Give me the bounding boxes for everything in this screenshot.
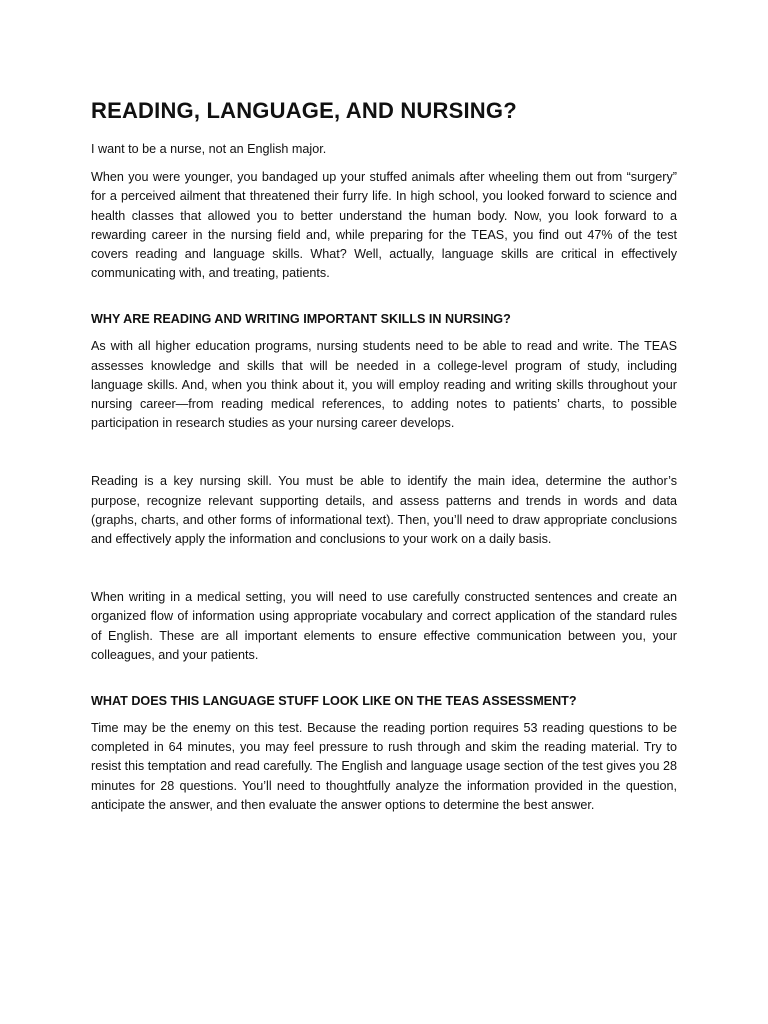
section-heading-teas: WHAT DOES THIS LANGUAGE STUFF LOOK LIKE ON THE TEAS ASSESSMENT? <box>91 694 577 709</box>
document-page <box>91 98 677 823</box>
paragraph-writing-skill: When writing in a medical setting, you will need to use carefully constructed sentences and create an organized flow of information using appropriate vocabulary and correct application of the standard rules of English. These are all important elements to ensure effective communication between you, your colleagues, and your patients. <box>91 590 677 662</box>
intro-paragraph: I want to be a nurse, not an English major. <box>91 142 327 156</box>
document-title: READING, LANGUAGE, AND NURSING? <box>91 98 517 123</box>
spacer <box>91 673 677 692</box>
spacer <box>91 557 677 588</box>
paragraph-reading-skill: Reading is a key nursing skill. You must be able to identify the main idea, determine the author’s purpose, recognize relevant supporting details, and assess patterns and trends in words and data (graphs, charts, and other forms of informational text). Then, you’ll need to draw appropriate conclusions and effectively apply the information and conclusions to your work on a daily basis. <box>91 474 677 547</box>
spacer <box>91 441 677 472</box>
paragraph-higher-education: As with all higher education programs, nursing students need to be able to read and write. The TEAS assesses knowledge and skills that will be needed in a college-level program of study, including language skills. And, when you think about it, you will employ reading and writing skills throughout your nursing career—from reading medical references, to adding notes to patients’ charts, to possible participation in research studies as your nursing career develops. <box>91 339 677 431</box>
paragraph-childhood: When you were younger, you bandaged up your stuffed animals after wheeling them out from “surgery” for a perceived ailment that threatened their furry life. In high school, you looked forward to science and health classes that allowed you to better understand the human body. Now, you look forward to a rewarding career in the nursing field and, while preparing for the TEAS, you find out 47% of the test covers reading and language skills. What? Well, actually, language skills are critical in effectively communicating with, and treating, patients. <box>91 170 677 281</box>
spacer <box>91 291 677 310</box>
section-heading-why: WHY ARE READING AND WRITING IMPORTANT SKILLS IN NURSING? <box>91 312 511 327</box>
paragraph-time-enemy: Time may be the enemy on this test. Because the reading portion requires 53 reading questions to be completed in 64 minutes, you may feel pressure to rush through and skim the reading material. Try to resist this temptation and read carefully. The English and language usage section of the test gives you 28 minutes for 28 questions. You’ll need to thoughtfully analyze the information provided in the question, anticipate the answer, and then evaluate the answer options to determine the best answer. <box>91 721 677 812</box>
